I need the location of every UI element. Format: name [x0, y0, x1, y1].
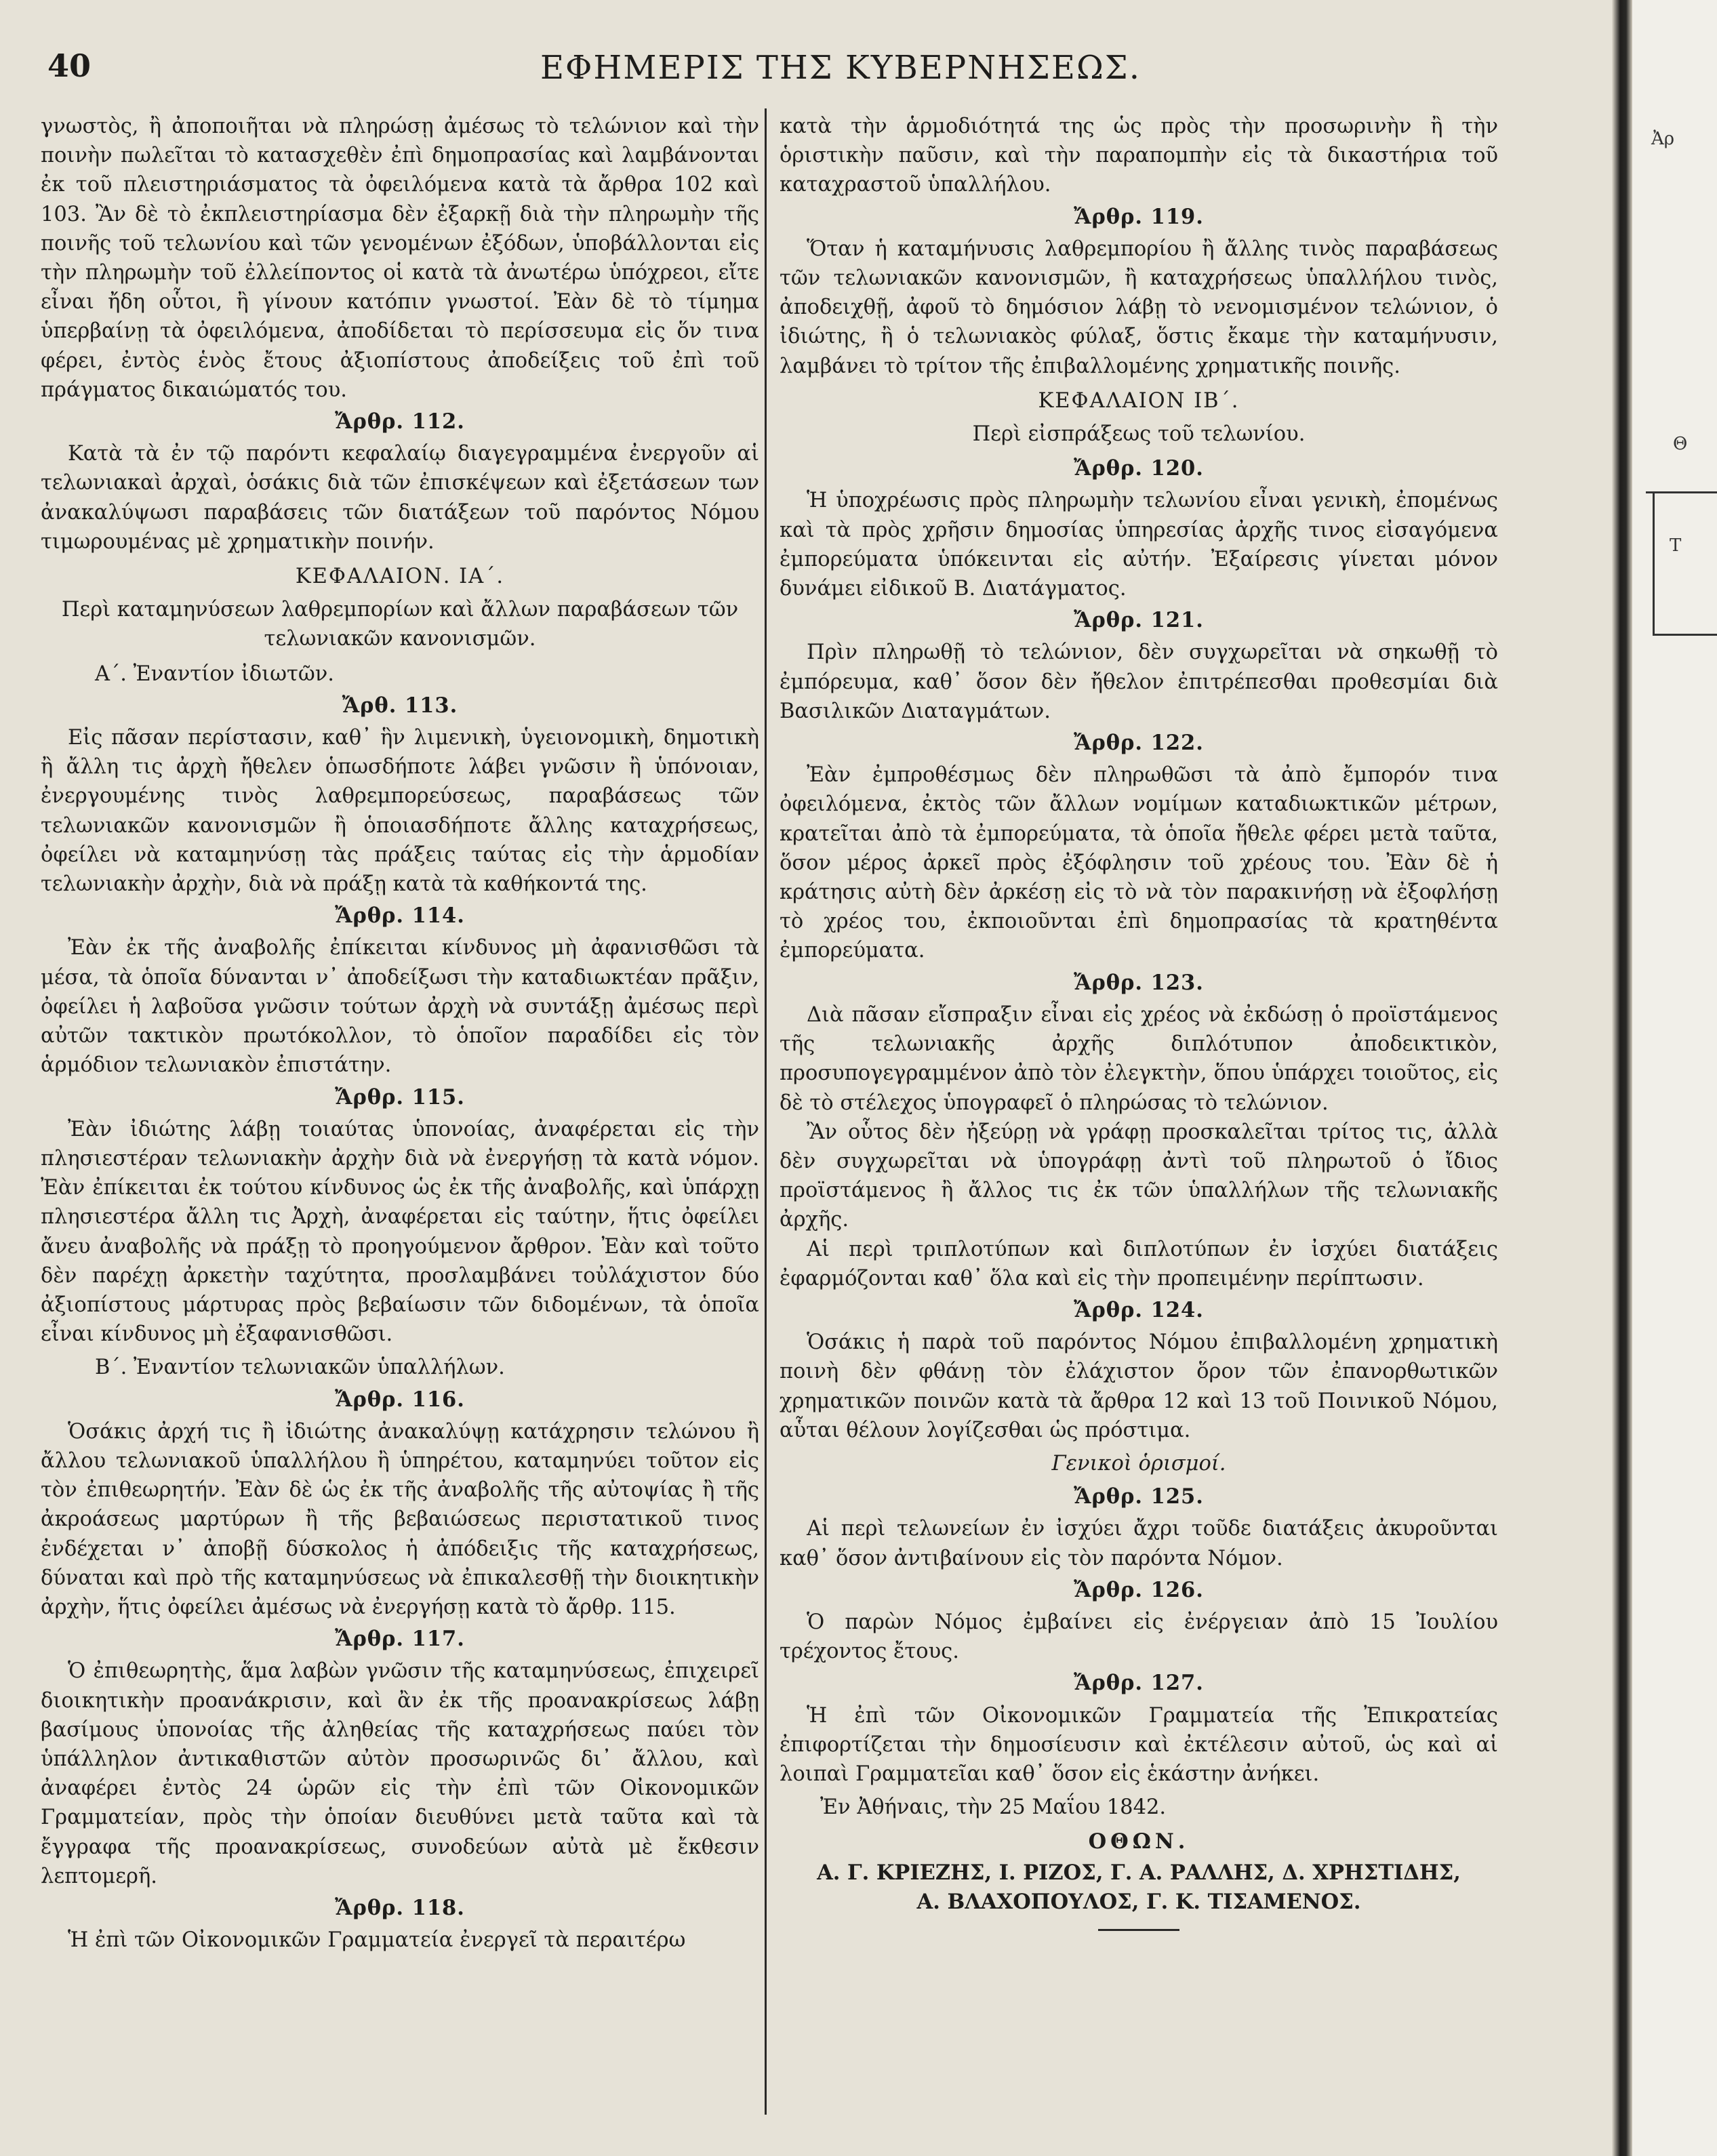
paragraph-111-end: γνωστὸς, ἢ ἀποποιῆται νὰ πληρώσῃ ἀμέσως τὸ τελώνιον καὶ τὴν ποινὴν πωλεῖται τὸ κατασχεθὲν ἐπὶ δημοπρασίας καὶ λαμβάνονται ἐκ τοῦ πλειστηριάσματος τὰ ὀφειλόμενα κατὰ τὰ ἄρθρα 102 καὶ 103. Ἂν δὲ τὸ ἐκπλειστηρίασμα δὲν ἐξαρκῇ διὰ τὴν πληρωμὴν τῆς ποινῆς τοῦ τελωνίου καὶ τῶν γενομένων ἐξόδων, ὑποβάλλονται εἰς τὴν πληρωμὴν τοῦ ἐλλείποντος οἱ κατὰ τὰ ἀνωτέρω ὑπόχρεοι, εἴτε εἶναι ἤδη οὗτοι, ἢ γίνουν κατόπιν γνωστοί. Ἐὰν δὲ τὸ τίμημα ὑπερβαίνῃ τὰ ὀφειλόμενα, ἀποδίδεται τὸ περίσσευμα εἰς ὅν τινα φέρει, ἐντὸς ἑνὸς ἔτους ἀξιοπίστους ἀποδείξεις τοῦ ἐπὶ τοῦ πράγματος δικαιώματός του. [41, 115, 759, 402]
adjacent-rule-2 [1653, 493, 1655, 636]
article-115-heading: Ἄρθρ. 115. [335, 1084, 465, 1110]
paragraph-120: Ἡ ὑποχρέωσις πρὸς πληρωμὴν τελωνίου εἶναι γενικὴ, ἐπομένως καὶ τὰ πρὸς χρῆσιν δημοσίας ὑπηρεσίας ἀρχῆς τινος εἰσαγόμενα ἐμπορεύματα ὑπόκεινται εἰς αὐτήν. Ἐξαίρεσις γίνεται μόνον δυνάμει εἰδικοῦ Β. Διατάγματος. [780, 489, 1498, 601]
article-127-heading: Ἄρθρ. 127. [1074, 1671, 1204, 1696]
chapter-11-subtitle: Περὶ καταμηνύσεων λαθρεμπορίων καὶ ἄλλων παραβάσεων τῶν τελωνιακῶν κανονισμῶν. [61, 598, 739, 651]
paragraph-112: Κατὰ τὰ ἐν τῷ παρόντι κεφαλαίῳ διαγεγραμμένα ἐνεργοῦν αἱ τελωνιακαὶ ἀρχαὶ, ὁσάκις διὰ τῶν ἐπισκέψεων καὶ ἐξετάσεων των ἀνακαλύψωσι παραβάσεις τῶν διατάξεων τοῦ παρόντος Νόμου τιμωρουμένας μὲ χρηματικὴν ποινήν. [41, 442, 759, 554]
article-123-heading: Ἄρθρ. 123. [1074, 970, 1204, 995]
paragraph-118-start: Ἡ ἐπὶ τῶν Οἰκονομικῶν Γραμματεία ἐνεργεῖ τὰ περαιτέρω [68, 1928, 686, 1953]
ministers-line-1: Α. Γ. ΚΡΙΕΖΗΣ, Ι. ΡΙΖΟΣ, Γ. Α. ΡΑΛΛΗΣ, Δ. ΧΡΗΣΤΙΔΗΣ, [817, 1860, 1461, 1885]
column-divider [765, 108, 767, 2115]
article-125-heading: Ἄρθρ. 125. [1074, 1484, 1204, 1509]
chapter-12-subtitle: Περὶ εἰσπράξεως τοῦ τελωνίου. [972, 422, 1306, 447]
page-header [47, 42, 1613, 89]
article-112-heading: Ἄρθρ. 112. [335, 409, 465, 434]
paragraph-125: Αἱ περὶ τελωνείων ἐν ἰσχύει ἄχρι τοῦδε διατάξεις ἀκυροῦνται καθ᾽ ὅσον ἀντιβαίνουν εἰς τὸν παρόντα Νόμον. [780, 1517, 1498, 1570]
binding-edge [1612, 0, 1632, 2156]
ministers-line-2: Α. ΒΛΑΧΟΠΟΥΛΟΣ, Γ. Κ. ΤΙΣΑΜΕΝΟΣ. [916, 1889, 1361, 1914]
adjacent-rule-3 [1653, 634, 1717, 636]
paragraph-117: Ὁ ἐπιθεωρητὴς, ἅμα λαβὼν γνῶσιν τῆς καταμηνύσεως, ἐπιχειρεῖ διοικητικὴν προανάκρισιν, καὶ ἂν ἐκ τῆς προανακρίσεως λάβῃ βασίμους ὑπονοίας τῆς ἀληθείας τῆς καταχρήσεως παύει τὸν ὑπάλληλον ἀντικαθιστῶν αὐτὸν προσωρινῶς δι᾽ ἄλλου, καὶ ἀναφέρει ἐντὸς 24 ὡρῶν εἰς τὴν ἐπὶ τῶν Οἰκονομικῶν Γραμματείαν, πρὸς τὴν ὁποίαν διευθύνει μετὰ ταῦτα καὶ τὰ ἔγγραφα τῆς προανακρίσεως, συνοδεύων αὐτὰ μὲ ἔκθεσιν λεπτομερῆ. [41, 1659, 759, 1888]
paragraph-113: Εἰς πᾶσαν περίστασιν, καθ᾽ ἣν λιμενικὴ, ὑγειονομικὴ, δημοτικὴ ἢ ἄλλη τις ἀρχὴ ἤθελεν ὁπωσδήποτε λάβει γνῶσιν ἢ ὑπόνοιαν, ἐνεργουμένης τινὸς λαθρεμπορεύσεως, παραβάσεως τῶν τελωνιακῶν κανονισμῶν ἢ ὁποιασδήποτε ἄλλης καταχρήσεως, ὀφείλει νὰ καταμηνύσῃ τὰς πράξεις ταύτας εἰς τὴν ἁρμοδίαν τελωνιακὴν ἀρχὴν, διὰ νὰ πράξῃ κατὰ τὰ καθήκοντά της. [41, 726, 759, 897]
chapter-12-heading: ΚΕΦΑΛΑΙΟΝ ΙΒ΄. [1038, 388, 1240, 413]
paragraph-124: Ὁσάκις ἡ παρὰ τοῦ παρόντος Νόμου ἐπιβαλλομένη χρηματικὴ ποινὴ δὲν φθάνῃ τὸν ἐλάχιστον ὅρον τῶν ἐπανορθωτικῶν χρηματικῶν ποινῶν κατὰ τὰ ἄρθρα 12 καὶ 13 τοῦ Ποινικοῦ Νόμου, αὗται θέλουν λογίζεσθαι ὡς πρόστιμα. [780, 1330, 1498, 1442]
paragraph-115: Ἐὰν ἰδιώτης λάβῃ τοιαύτας ὑπονοίας, ἀναφέρεται εἰς τὴν πλησιεστέραν τελωνιακὴν ἀρχὴν διὰ νὰ ἐνεργήσῃ τὰ κατὰ νόμον. Ἐὰν ἐπίκειται ἐκ τούτου κίνδυνος ὡς ἐκ τῆς ἀναβολῆς, καὶ ὑπάρχῃ πλησιεστέρα ἄλλη τις Ἀρχὴ, ἀναφέρεται εἰς ταύτην, ἥτις ὀφείλει ἄνευ ἀναβολῆς νὰ πράξῃ τὸ προηγούμενον ἄρθρον. Ἐὰν καὶ τοῦτο δὲν παρέχῃ ἀρκετὴν ταχύτητα, προσλαμβάνει τοὐλάχιστον δύο ἀξιοπίστους μάρτυρας πρὸς βεβαίωσιν τῶν διδομένων, τὰ ὁποῖα εἶναι κίνδυνος μὴ ἐξαφανισθῶσι. [41, 1117, 759, 1347]
paragraph-116: Ὁσάκις ἀρχή τις ἢ ἰδιώτης ἀνακαλύψῃ κατάχρησιν τελώνου ἢ ἄλλου τελωνιακοῦ ὑπαλλήλου ἢ ὑπηρέτου, καταμηνύει τοῦτον εἰς τὸν ἐπιθεωρητήν. Ἐὰν δὲ ὡς ἐκ τῆς ἀναβολῆς τῆς αὐτοψίας ἢ τῆς ἀκροάσεως μαρτύρων ἢ τῆς βεβαιώσεως περιστατικοῦ τινος ἐνδέχεται ν᾽ ἀποβῇ δύσκολος ἡ ἀπόδειξις τῆς καταχρήσεως, δύναται καὶ πρὸ τῆς καταμηνύσεως νὰ ἐπικαλεσθῇ τὴν διοικητικὴν ἀρχὴν, ἥτις ὀφείλει ἀμέσως νὰ ἐνεργήσῃ κατὰ τὸ ἄρθρ. 115. [41, 1419, 759, 1619]
adjacent-fragment-2: Θ [1673, 434, 1688, 454]
article-121-heading: Ἄρθρ. 121. [1074, 608, 1204, 633]
adjacent-page [1632, 0, 1717, 2156]
end-rule [1098, 1929, 1179, 1931]
article-120-heading: Ἄρθρ. 120. [1074, 456, 1204, 481]
paragraph-114: Ἐὰν ἐκ τῆς ἀναβολῆς ἐπίκειται κίνδυνος μὴ ἀφανισθῶσι τὰ μέσα, τὰ ὁποῖα δύνανται ν᾽ ἀποδείξωσι τὴν καταδιωκτέαν πρᾶξιν, ὀφείλει ἡ λαβοῦσα γνῶσιν τούτων ἀρχὴ νὰ συντάξῃ ἀμέσως περὶ αὐτῶν τακτικὸν πρωτόκολλον, τὸ ὁποῖον παραδίδει εἰς τὸν ἁρμόδιον τελωνιακὸν ἐπιστάτην. [41, 936, 759, 1078]
general-provisions-heading: Γενικοὶ ὁρισμοί. [1051, 1451, 1226, 1476]
king-signature: ΟΘΩΝ. [1088, 1829, 1190, 1854]
chapter-11-heading: ΚΕΦΑΛΑΙΟΝ. ΙΑ΄. [295, 565, 505, 589]
article-119-heading: Ἄρθρ. 119. [1074, 204, 1204, 229]
paragraph-126: Ὁ παρὼν Νόμος ἐμβαίνει εἰς ἐνέργειαν ἀπὸ 15 Ἰουλίου τρέχοντος ἔτους. [780, 1610, 1498, 1664]
running-title: ΕΦΗΜΕΡΙΣ ΤΗΣ ΚΥΒΕΡΝΗΣΕΩΣ. [540, 49, 1141, 87]
article-113-heading: Ἄρθ. 113. [342, 693, 458, 718]
paragraph-123-b: Ἂν οὗτος δὲν ἠξεύρῃ νὰ γράφῃ προσκαλεῖται τρίτος τις, ἀλλὰ δὲν συγχωρεῖται νὰ ὑπογράφῃ ἀντὶ τοῦ πληρωτοῦ ὁ ἴδιος προϊστάμενος ἢ ἄλλος τις ἐκ τῶν ὑπαλλήλων τῆς τελωνιακῆς ἀρχῆς. [780, 1120, 1498, 1232]
paragraph-123: Διὰ πᾶσαν εἴσπραξιν εἶναι εἰς χρέος νὰ ἐκδώσῃ ὁ προϊστάμενος τῆς τελωνιακῆς ἀρχῆς διπλότυπον ἀποδεικτικὸν, προσυπογεγραμμένον ἀπὸ τὸν ἐλεγκτὴν, ὅπου ὑπάρχει τοιοῦτος, εἰς δὲ τὸ στέλεχος ὑπογραφεῖ ὁ πληρώσας τὸ τελώνιον. [780, 1002, 1498, 1115]
article-117-heading: Ἄρθρ. 117. [335, 1627, 465, 1652]
adjacent-fragment-1: Ἀρ [1651, 129, 1675, 149]
paragraph-122: Ἐὰν ἐμπροθέσμως δὲν πληρωθῶσι τὰ ἀπὸ ἔμπορόν τινα ὀφειλόμενα, ἐκτὸς τῶν ἄλλων νομίμων καταδιωκτικῶν μέτρων, κρατεῖται ἀπὸ τὰ ἐμπορεύματα, τὰ ὁποῖα ἤθελε φέρει μετὰ ταῦτα, ὅσον μέρος ἀρκεῖ πρὸς ἐξόφλησιν τοῦ χρέους του. Ἐὰν δὲ ἡ κράτησις αὐτὴ δὲν ἀρκέσῃ εἰς τὸ νὰ τὸν παρακινήσῃ νὰ ἐξοφλήσῃ τὸ χρέος του, ἐκποιοῦνται ἐπὶ δημοπρασίας τὰ κρατηθέντα ἐμπορεύματα. [780, 763, 1498, 963]
right-column [780, 112, 1498, 1931]
article-122-heading: Ἄρθρ. 122. [1074, 731, 1204, 756]
section-b-heading: Β΄. Ἐναντίον τελωνιακῶν ὑπαλλήλων. [95, 1356, 505, 1380]
paragraph-127: Ἡ ἐπὶ τῶν Οἰκονομικῶν Γραμματεία τῆς Ἐπικρατείας ἐπιφορτίζεται τὴν δημοσίευσιν καὶ ἐκτέλεσιν αὐτοῦ, ὡς καὶ αἱ λοιπαὶ Γραμματεῖαι καθ᾽ ὅσον εἰς ἑκάστην ἀνήκει. [780, 1703, 1498, 1786]
left-column [41, 112, 759, 1955]
paragraph-118-end: κατὰ τὴν ἁρμοδιότητά της ὡς πρὸς τὴν προσωρινὴν ἢ τὴν ὁριστικὴν παῦσιν, καὶ τὴν παραπομπὴν εἰς τὰ δικαστήρια τοῦ καταχραστοῦ ὑπαλλήλου. [780, 115, 1498, 197]
paragraph-119: Ὅταν ἡ καταμήνυσις λαθρεμπορίου ἢ ἄλλης τινὸς παραβάσεως τῶν τελωνιακῶν κανονισμῶν, ἢ καταχρήσεως ὑπαλλήλου τινὸς, ἀποδειχθῇ, ἀφοῦ τὸ δημόσιον λάβῃ τὸ νενομισμένον τελώνιον, ὁ ἰδιώτης, ἢ ὁ τελωνιακὸς φύλαξ, ὅστις ἔκαμε τὴν καταμήνυσιν, λαμβάνει τὸ τρίτον τῆς ἐπιβαλλομένης χρηματικῆς ποινῆς. [780, 237, 1498, 378]
page-number: 40 [47, 47, 92, 84]
paragraph-123-c: Αἱ περὶ τριπλοτύπων καὶ διπλοτύπων ἐν ἰσχύει διατάξεις ἐφαρμόζονται καθ᾽ ὅλα καὶ εἰς τὴν προπειμένην περίπτωσιν. [780, 1237, 1498, 1290]
paragraph-121: Πρὶν πληρωθῇ τὸ τελώνιον, δὲν συγχωρεῖται νὰ σηκωθῇ τὸ ἐμπόρευμα, καθ᾽ ὅσον δὲν ἤθελον ἐπιτρέπεσθαι προθεσμίαι διὰ Βασιλικῶν Διαταγμάτων. [780, 640, 1498, 723]
article-118-heading: Ἄρθρ. 118. [335, 1895, 465, 1920]
article-126-heading: Ἄρθρ. 126. [1074, 1577, 1204, 1602]
article-116-heading: Ἄρθρ. 116. [335, 1387, 465, 1412]
adjacent-rule-1 [1646, 491, 1717, 493]
section-a-heading: Α΄. Ἐναντίον ἰδιωτῶν. [95, 662, 334, 686]
article-114-heading: Ἄρθρ. 114. [335, 903, 465, 929]
article-124-heading: Ἄρθρ. 124. [1074, 1297, 1204, 1322]
adjacent-fragment-3: Τ [1670, 535, 1682, 556]
place-date: Ἐν Ἀθήναις, τὴν 25 Μαΐου 1842. [820, 1795, 1167, 1820]
